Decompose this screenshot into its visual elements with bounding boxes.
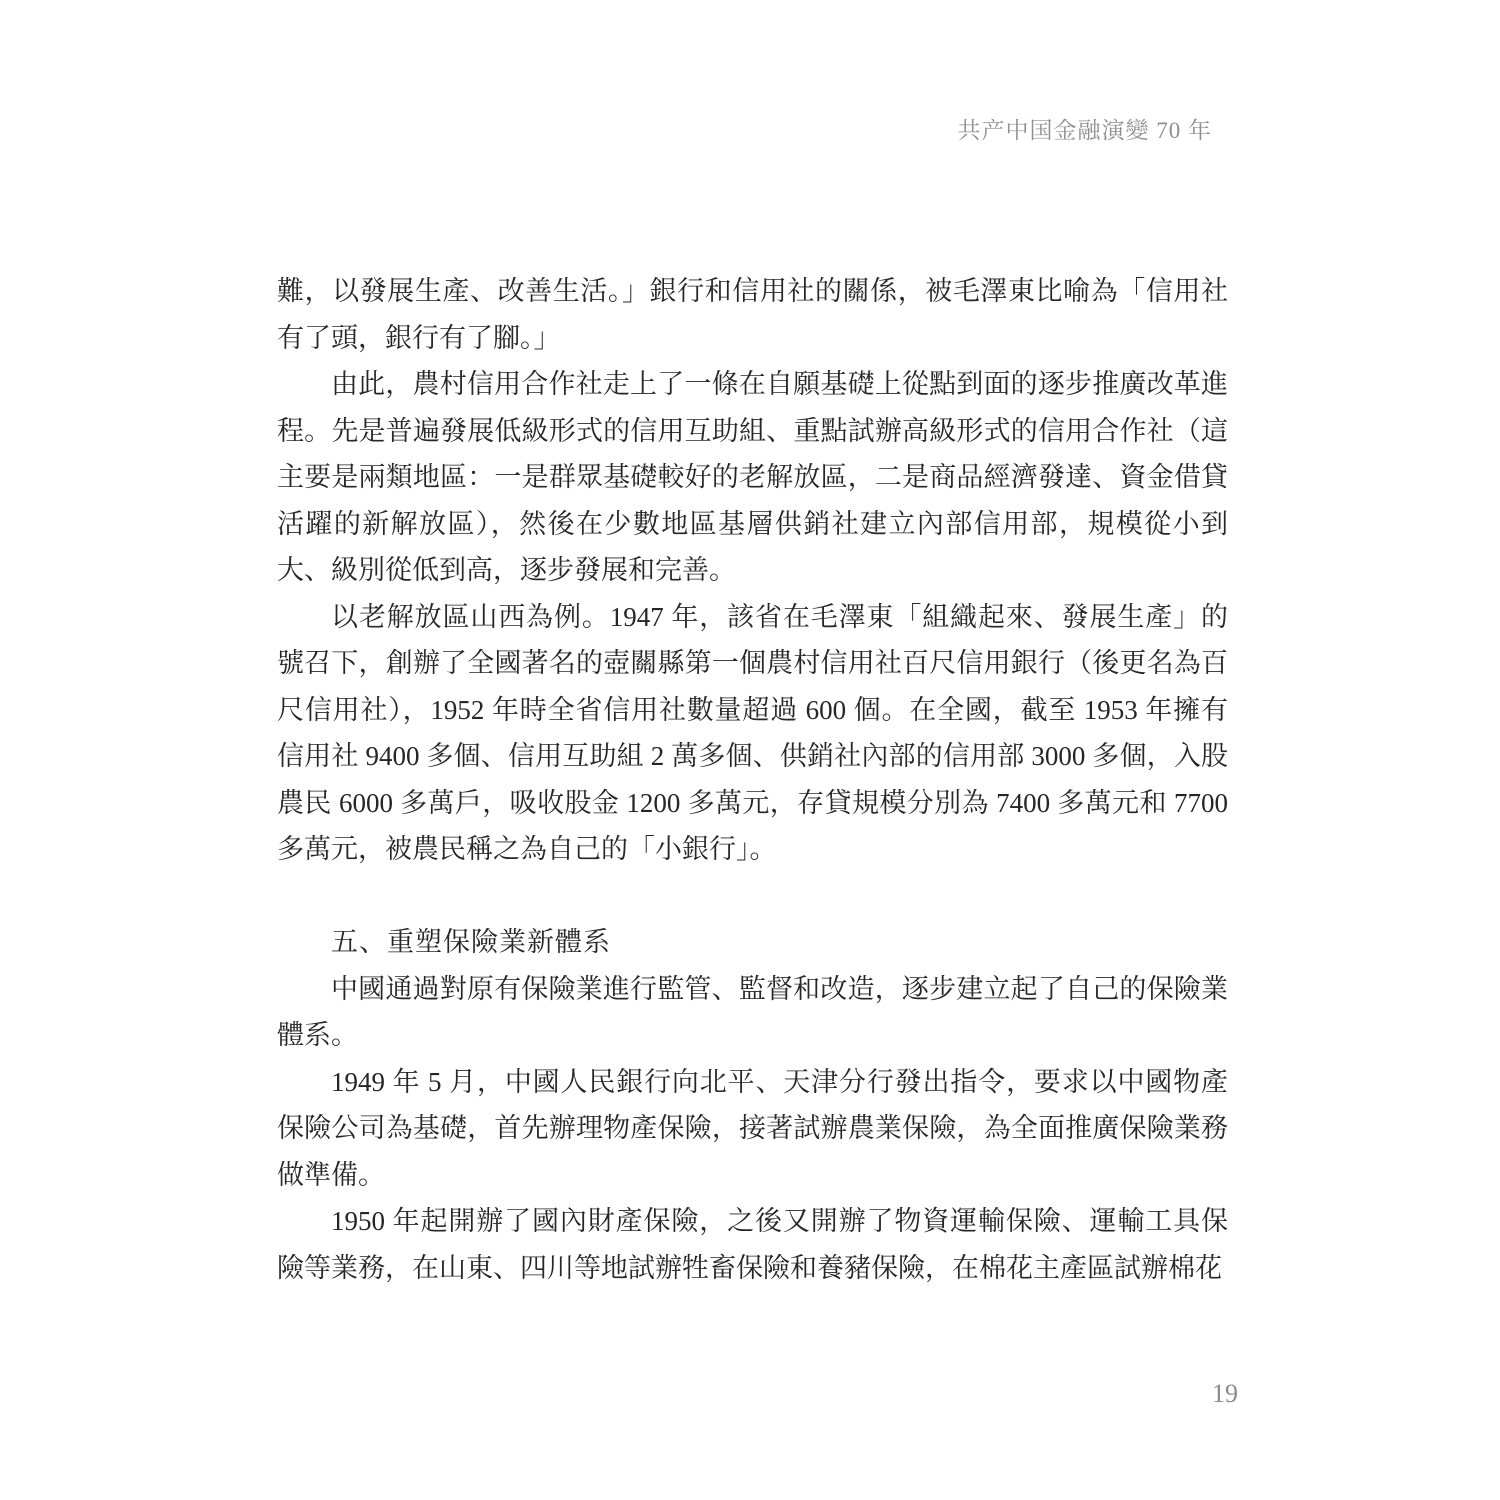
paragraph: 中國通過對原有保險業進行監管、監督和改造，逐步建立起了自己的保險業體系。: [277, 973, 1228, 1050]
page-number: 19: [1212, 1379, 1238, 1408]
section-heading: 五、重塑保險業新體系: [331, 927, 611, 957]
page-body: [277, 268, 1228, 1291]
running-head: 共产中国金融演變 70 年: [957, 118, 1212, 143]
paragraph: 1950 年起開辦了國內財產保險，之後又開辦了物資運輸保險、運輸工具保險等業務，在山東、四川等地試辦牲畜保險和養豬保險，在棉花主產區試辦棉花: [277, 1206, 1228, 1283]
paragraph: 由此，農村信用合作社走上了一條在自願基礎上從點到面的逐步推廣改革進程。先是普遍發展低級形式的信用互助組、重點試辦高級形式的信用合作社（這主要是兩類地區：一是群眾基礎較好的老解放區，二是商品經濟發達、資金借貸活躍的新解放區），然後在少數地區基層供銷社建立內部信用部，規模從小到大、級別從低到高，逐步發展和完善。: [277, 369, 1228, 585]
paragraph: 1949 年 5 月，中國人民銀行向北平、天津分行發出指令，要求以中國物產保險公司為基礎，首先辦理物產保險，接著試辦農業保險，為全面推廣保險業務做準備。: [277, 1066, 1228, 1190]
paragraph: 以老解放區山西為例。1947 年，該省在毛澤東「組織起來、發展生產」的號召下，創辦了全國著名的壺關縣第一個農村信用社百尺信用銀行（後更名為百尺信用社），1952 年時全省信用社數量超過 600 個。在全國，截至 1953 年擁有信用社 9400 多個、信用互助組 2 萬多個、供銷社內部的信用部 3000 多個，入股農民 6000 多萬戶，吸收股金 1200 多萬元，存貸規模分別為 7400 多萬元和 7700 多萬元，被農民稱之為自己的「小銀行」。: [277, 601, 1228, 864]
paragraph: 難，以發展生產、改善生活。」銀行和信用社的關係，被毛澤東比喻為「信用社有了頭，銀行有了腳。」: [277, 276, 1228, 353]
